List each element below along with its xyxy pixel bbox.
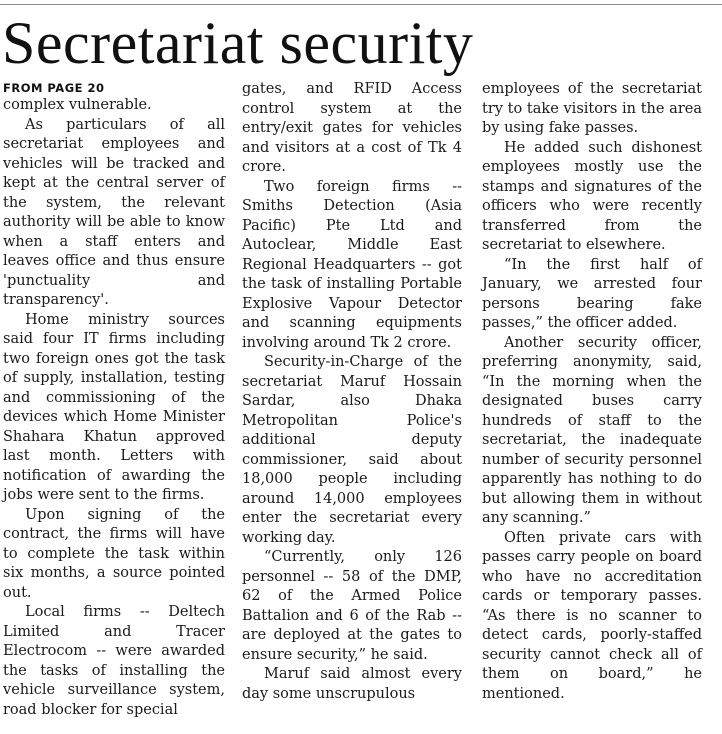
paragraph: Often private cars with passes carry people on board who have no accreditation cards or temporary passes. “As there is no scanner to detect cards, poorly-staffed security cannot check all of them on board,” he mentioned. xyxy=(482,529,702,702)
column-3 xyxy=(482,80,702,704)
paragraph: Maruf said almost every day some unscrupulous xyxy=(242,666,462,702)
paragraph: Home ministry sources said four IT firms including two foreign ones got the task of supply, installation, testing and commissioning of the devices which Home Minister Shahara Khatun approved last month. Letters with notification of awarding the jobs were sent to the firms. xyxy=(3,311,225,503)
column-2 xyxy=(242,80,462,704)
top-rule xyxy=(0,4,722,5)
paragraph: employees of the secretariat try to take visitors in the area by using fake passes. xyxy=(482,81,702,136)
continuation-kicker: FROM PAGE 20 xyxy=(3,81,105,95)
paragraph: Another security officer, preferring anonymity, said, “In the morning when the designated buses carry hundreds of staff to the secretariat, the inadequate number of security personnel apparently has nothing to do but allowing them in without any scanning.” xyxy=(482,334,702,526)
paragraph: Security-in-Charge of the secretariat Maruf Hossain Sardar, also Dhaka Metropolitan Police's additional deputy commissioner, said about 18,000 people including around 14,000 employees enter the secretariat every working day. xyxy=(242,354,462,546)
paragraph: As particulars of all secretariat employees and vehicles will be tracked and kept at the central server of the system, the relevant authority will be able to know when a staff enters and leaves office and thus ensure 'punctuality and transparency'. xyxy=(3,116,225,308)
column-1 xyxy=(3,80,225,720)
paragraph: Local firms -- Deltech Limited and Tracer Electrocom -- were awarded the tasks of installing the vehicle surveillance system, road blocker for special xyxy=(3,604,225,718)
paragraph: gates, and RFID Access control system at the entry/exit gates for vehicles and visitors at a cost of Tk 4 crore. xyxy=(242,81,462,175)
paragraph: He added such dishonest employees mostly use the stamps and signatures of the officers who were recently transferred from the secretariat to elsewhere. xyxy=(482,139,702,253)
paragraph: Two foreign firms -- Smiths Detection (Asia Pacific) Pte Ltd and Autoclear, Middle East Regional Headquarters -- got the task of installing Portable Explosive Vapour Detector and scanning equipments involving around Tk 2 crore. xyxy=(242,178,462,351)
headline: Secretariat security xyxy=(2,10,474,76)
paragraph: “In the first half of January, we arrested four persons bearing fake passes,” the officer added. xyxy=(482,256,702,331)
paragraph: Upon signing of the contract, the firms will have to complete the task within six months, a source pointed out. xyxy=(3,506,225,601)
paragraph: “Currently, only 126 personnel -- 58 of the DMP, 62 of the Armed Police Battalion and 6 of the Rab -- are deployed at the gates to ensure security,” he said. xyxy=(242,549,462,663)
paragraph: complex vulnerable. xyxy=(3,97,152,113)
